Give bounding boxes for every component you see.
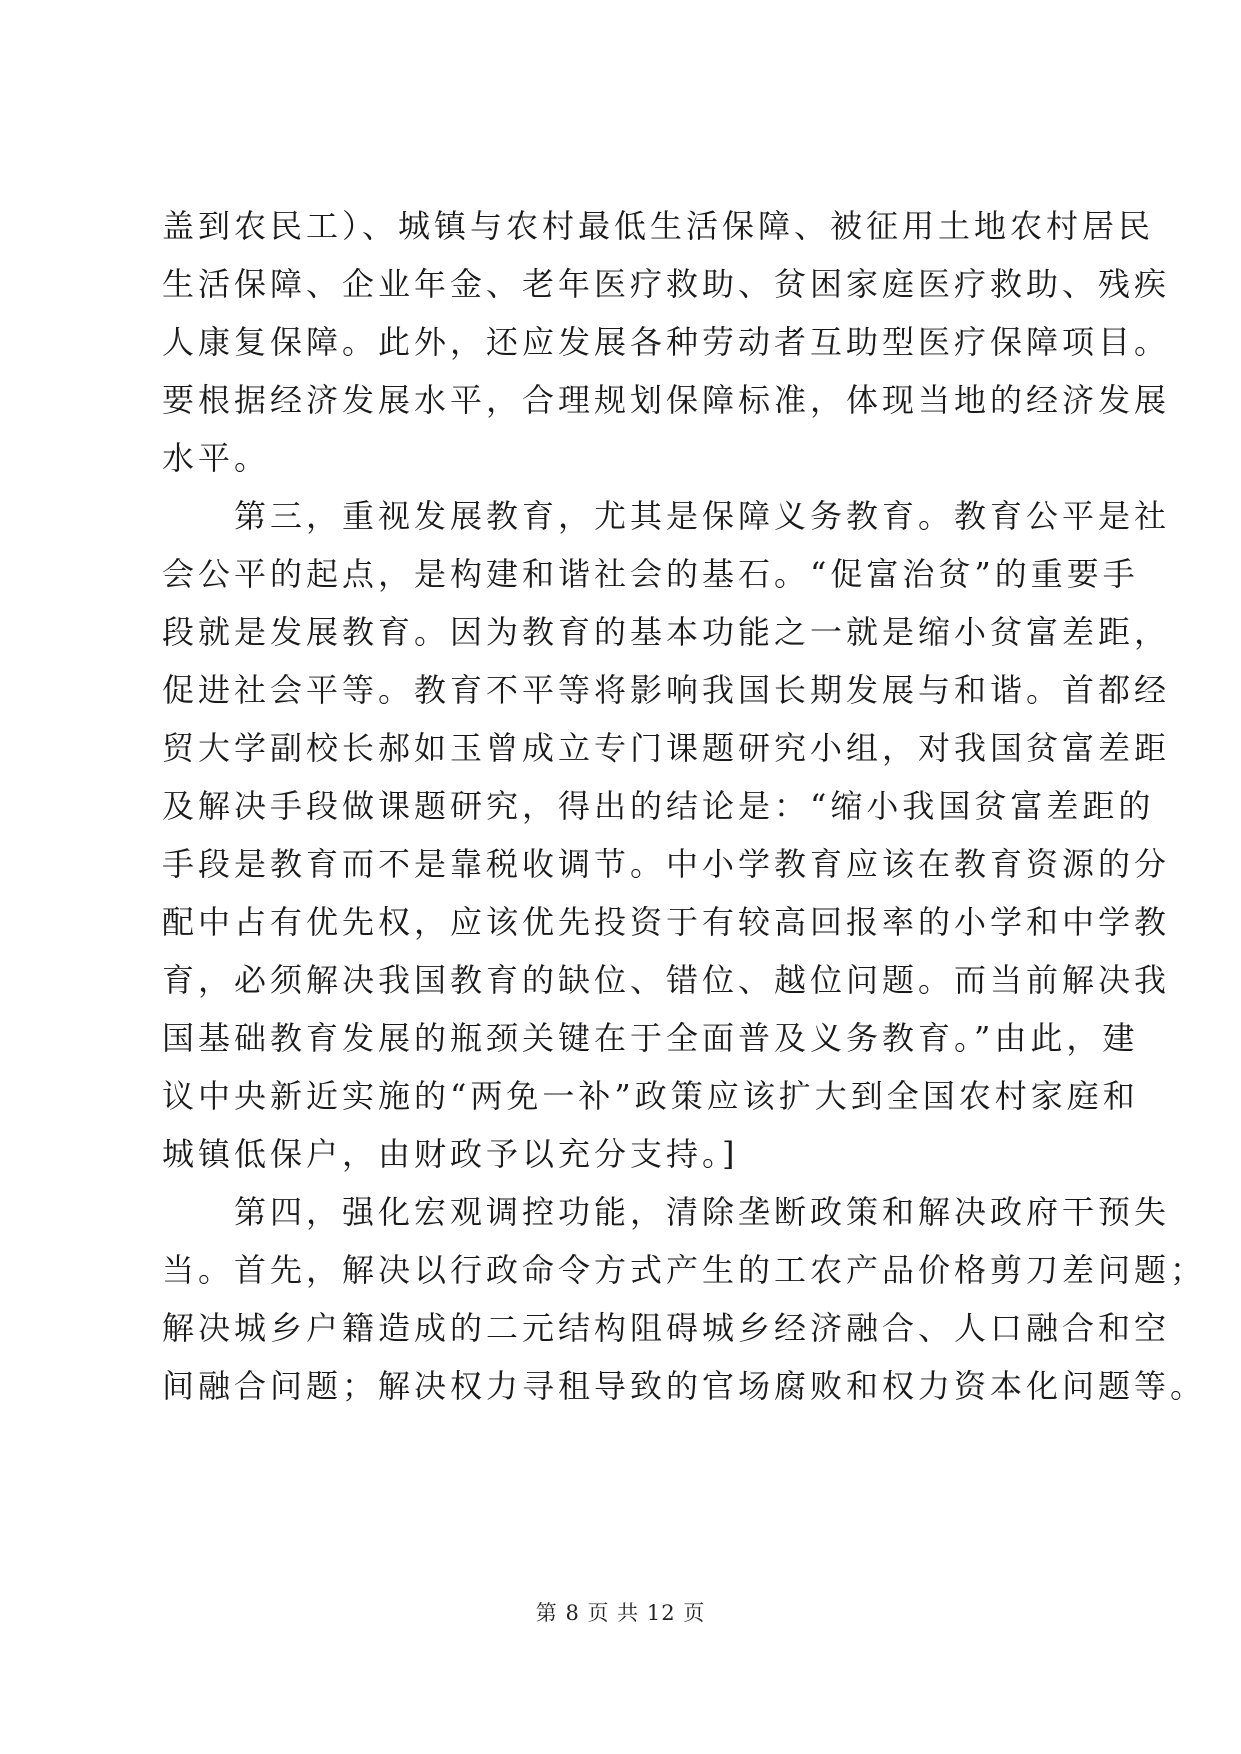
text-line: 贸大学副校长郝如玉曾成立专门课题研究小组，对我国贫富差距 [162, 729, 1171, 767]
text-line: 解决城乡户籍造成的二元结构阻碍城乡经济融合、人口融合和空 [162, 1309, 1171, 1347]
text-line: 当。首先，解决以行政命令方式产生的工农产品价格剪刀差问题； [162, 1251, 1207, 1289]
text-line: 盖到农民工）、城镇与农村最低生活保障、被征用土地农村居民 [162, 207, 1155, 245]
text-line: 人康复保障。此外，还应发展各种劳动者互助型医疗保障项目。 [162, 323, 1171, 361]
text-line: 段就是发展教育。因为教育的基本功能之一就是缩小贫富差距， [162, 613, 1171, 651]
paragraph-start-line: 第四，强化宏观调控功能，清除垄断政策和解决政府干预失 [162, 1193, 1171, 1231]
text-line: 议中央新近实施的“两免一补”政策应该扩大到全国农村家庭和 [162, 1077, 1139, 1115]
paragraph-start-line: 第三，重视发展教育，尤其是保障义务教育。教育公平是社 [162, 497, 1171, 535]
text-line: 生活保障、企业年金、老年医疗救助、贫困家庭医疗救助、残疾 [162, 265, 1171, 303]
text-line: 城镇低保户，由财政予以充分支持。] [162, 1135, 739, 1173]
text-line: 要根据经济发展水平，合理规划保障标准，体现当地的经济发展 [162, 381, 1171, 419]
text-line: 促进社会平等。教育不平等将影响我国长期发展与和谐。首都经 [162, 671, 1171, 709]
text-line: 育，必须解决我国教育的缺位、错位、越位问题。而当前解决我 [162, 961, 1171, 999]
text-line: 会公平的起点，是构建和谐社会的基石。“促富治贫”的重要手 [162, 555, 1139, 593]
text-line: 国基础教育发展的瓶颈关键在于全面普及义务教育。”由此，建 [162, 1019, 1139, 1057]
text-line: 水平。 [162, 439, 271, 477]
body-text [162, 197, 1207, 1415]
text-line: 手段是教育而不是靠税收调节。中小学教育应该在教育资源的分 [162, 845, 1171, 883]
text-line: 间融合问题；解决权力寻租导致的官场腐败和权力资本化问题等。 [162, 1367, 1207, 1405]
text-line: 及解决手段做课题研究，得出的结论是：“缩小我国贫富差距的 [162, 787, 1155, 825]
page-footer: 第 8 页 共 12 页 [535, 1601, 706, 1625]
text-line: 配中占有优先权，应该优先投资于有较高回报率的小学和中学教 [162, 903, 1171, 941]
